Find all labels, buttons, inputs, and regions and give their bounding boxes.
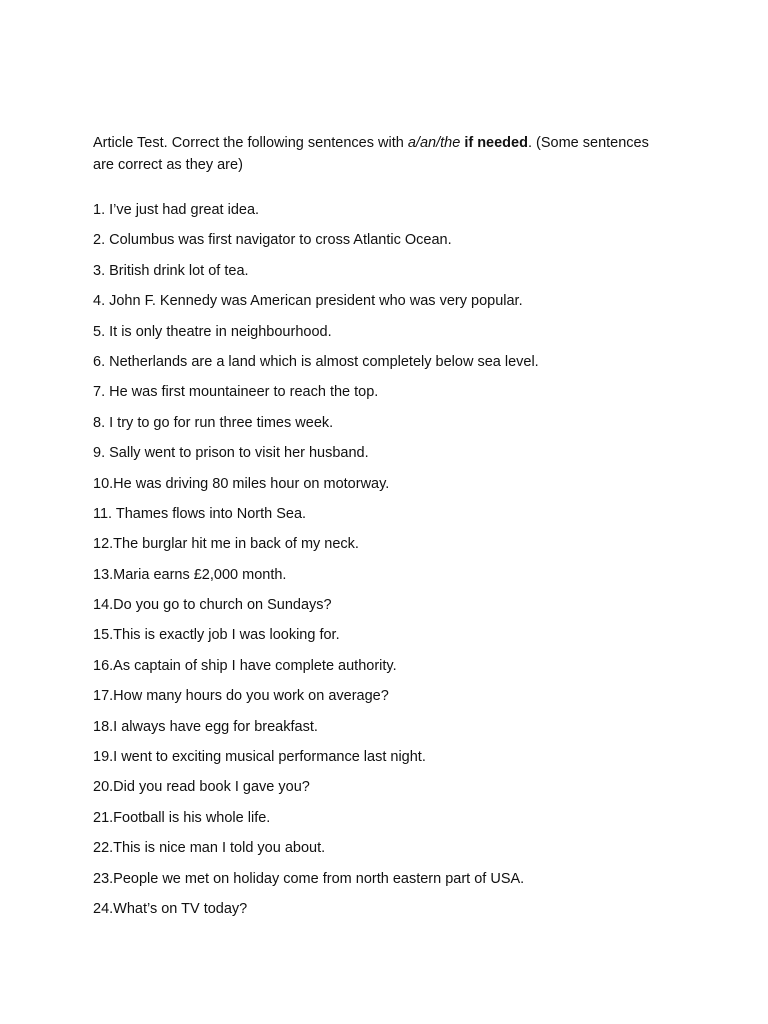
sentence-item: 9. Sally went to prison to visit her husband. (93, 445, 369, 462)
sentence-item: 19.I went to exciting musical performance last night. (93, 749, 426, 766)
sentence-item: 17.How many hours do you work on average? (93, 688, 389, 705)
heading-text-end: . (Some sentences are correct as they are) (93, 134, 649, 173)
sentence-item: 24.What’s on TV today? (93, 900, 248, 917)
sentence-item: 10.He was driving 80 miles hour on motorway. (93, 475, 390, 492)
sentence-item: 15.This is exactly job I was looking for. (93, 627, 340, 644)
sentence-item: 7. He was first mountaineer to reach the top. (93, 384, 379, 401)
sentence-item: 14.Do you go to church on Sundays? (93, 597, 332, 614)
sentence-item: 18.I always have egg for breakfast. (93, 718, 318, 735)
heading-if-needed-bold: if needed (464, 134, 528, 151)
sentence-item: 22.This is nice man I told you about. (93, 840, 326, 857)
heading-articles-italic: a/an/the (407, 134, 461, 151)
sentence-item: 13.Maria earns £2,000 month. (93, 566, 287, 583)
sentence-item: 11. Thames flows into North Sea. (93, 505, 307, 522)
sentence-item: 20.Did you read book I gave you? (93, 779, 310, 796)
sentence-item: 6. Netherlands are a land which is almost completely below sea level. (93, 353, 539, 370)
sentence-item: 4. John F. Kennedy was American president who was very popular. (93, 293, 523, 310)
sentence-item: 2. Columbus was first navigator to cross Atlantic Ocean. (93, 232, 452, 249)
sentence-item: 12.The burglar hit me in back of my neck. (93, 536, 359, 553)
sentence-item: 16.As captain of ship I have complete authority. (93, 657, 397, 674)
sentence-item: 21.Football is his whole life. (93, 809, 271, 826)
sentence-item: 23.People we met on holiday come from north eastern part of USA. (93, 870, 525, 887)
sentence-item: 1. I’ve just had great idea. (93, 202, 260, 218)
sentence-item: 5. It is only theatre in neighbourhood. (93, 323, 332, 340)
sentence-item: 8. I try to go for run three times week. (93, 414, 334, 431)
instructions-heading (93, 132, 653, 176)
heading-text-start: Article Test. Correct the following sentences with (93, 134, 408, 151)
sentence-list (93, 199, 539, 928)
sentence-item: 3. British drink lot of tea. (93, 262, 249, 279)
